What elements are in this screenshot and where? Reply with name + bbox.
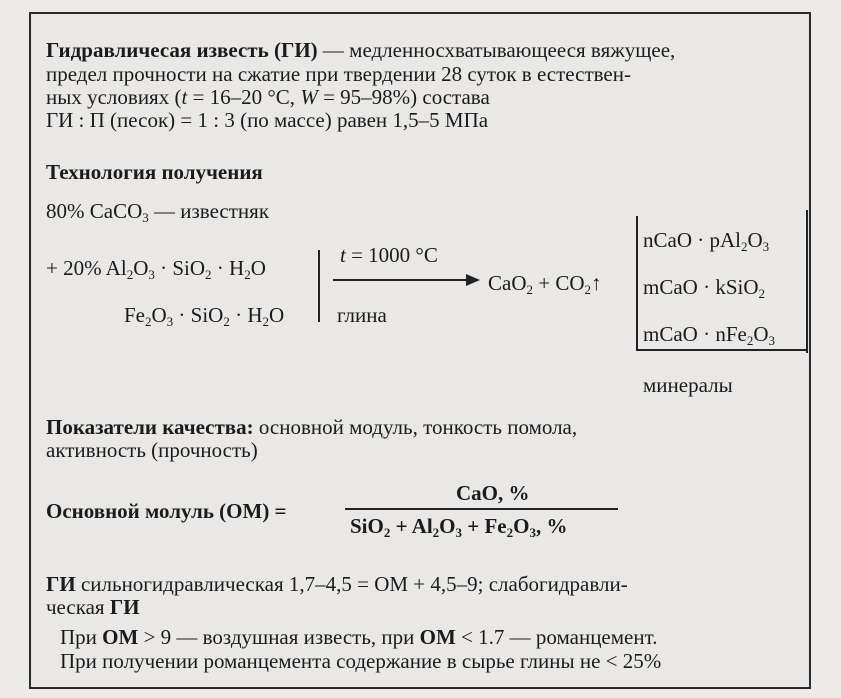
clay-line-2 — [124, 303, 284, 327]
reaction-arrow-icon — [466, 274, 480, 286]
den-c: O — [439, 514, 456, 538]
intro-line-1-rest: — медленносхватывающееся вяжущее, — [317, 38, 676, 62]
clay1-e: O — [250, 256, 266, 280]
product-c: ↑ — [591, 271, 602, 295]
gi-abbr-2: ГИ — [109, 595, 140, 619]
intro-line-3 — [46, 85, 490, 109]
reaction-condition — [340, 243, 438, 267]
product-s2: 2 — [584, 282, 592, 297]
clay2-a: Fe — [124, 303, 145, 327]
quality-line-2: активность (прочность) — [46, 438, 258, 462]
fraction-bar — [345, 508, 618, 510]
intro-line-2: предел прочности на сжатие при твердении 28 суток в естествен- — [46, 62, 631, 86]
clay1-a: + 20% Al — [46, 256, 127, 280]
classification-line-3 — [60, 625, 657, 649]
module-label: Основной молуль (ОМ) = — [46, 499, 287, 523]
clay-label: глина — [337, 303, 387, 327]
mineral1-s2: 3 — [762, 239, 770, 254]
mineral3-s1: 2 — [746, 333, 754, 348]
intro-line-3-a: ных условиях ( — [46, 85, 182, 109]
mineral1-a: nCaO · pAl — [643, 228, 741, 252]
module-numerator: CaO, % — [456, 481, 530, 505]
den-s5: 3 — [529, 525, 536, 540]
classification-line-4: При получении романцемента содержание в сырье глины не < 25% — [60, 649, 662, 673]
reaction-products — [488, 271, 602, 295]
mineral3-s2: 3 — [768, 333, 775, 348]
mineral-2 — [643, 275, 765, 299]
clay1-s4: 2 — [244, 267, 251, 282]
clay-line-1 — [46, 256, 266, 280]
condition-var: t — [340, 243, 346, 267]
technology-heading: Технология получения — [46, 160, 263, 184]
mineral-1 — [643, 228, 769, 252]
clay2-s4: 2 — [262, 314, 270, 329]
mineral3-b: O — [753, 322, 769, 346]
clay1-s1: 2 — [126, 267, 134, 282]
den-b: + Al — [390, 514, 433, 538]
clay2-b: O — [151, 303, 167, 327]
om-abbr-2: ОМ — [419, 625, 456, 649]
minerals-label: минералы — [643, 373, 733, 397]
clay2-s2: 3 — [166, 314, 174, 329]
intro-line-3-c: = 95–98%) состава — [317, 85, 490, 109]
den-s2: 2 — [432, 525, 440, 540]
clay2-s1: 2 — [145, 314, 152, 329]
den-d: + Fe — [462, 514, 507, 538]
product-b: + CO — [533, 271, 585, 295]
limestone-sub: 3 — [142, 210, 149, 225]
quality-label: Показатели качества: — [46, 415, 254, 439]
minerals-underline — [636, 349, 806, 351]
clay2-c: · SiO — [173, 303, 224, 327]
mineral2-s1: 2 — [758, 286, 765, 301]
clay1-b: O — [133, 256, 149, 280]
minerals-right-bracket — [806, 210, 808, 353]
den-s1: 2 — [383, 525, 391, 540]
temperature-var: t — [181, 85, 188, 109]
mineral3-a: mCaO · nFe — [643, 322, 747, 346]
classification-line-3-a: При — [60, 625, 103, 649]
clay2-e: O — [269, 303, 285, 327]
intro-line-4: ГИ : П (песок) = 1 : 3 (по массе) равен 1,5–5 МПа — [46, 108, 489, 132]
limestone-name: — известняк — [148, 199, 270, 223]
clay1-s3: 2 — [205, 267, 212, 282]
den-s4: 2 — [506, 525, 514, 540]
classification-line-1 — [46, 572, 628, 596]
om-abbr-1: ОМ — [102, 625, 139, 649]
den-a: SiO — [350, 514, 384, 538]
classification-line-2 — [46, 595, 140, 619]
minerals-left-bracket — [636, 216, 638, 351]
quality-rest: основной модуль, тонкость помола, — [253, 415, 578, 439]
quality-line-1 — [46, 415, 577, 439]
clay1-s2: 3 — [148, 267, 155, 282]
clay2-s3: 2 — [223, 314, 230, 329]
den-s3: 3 — [455, 525, 463, 540]
classification-line-2-a: ческая — [46, 595, 110, 619]
intro-term: Гидравличесая известь (ГИ) — [46, 38, 318, 62]
clay2-d: · H — [229, 303, 263, 327]
condition-value: = 1000 °С — [345, 243, 438, 267]
limestone-line — [46, 199, 269, 223]
clay1-c: · SiO — [154, 256, 206, 280]
den-f: , % — [535, 514, 568, 538]
limestone-formula: 80% CaCO — [46, 199, 143, 223]
den-e: O — [513, 514, 530, 538]
reaction-arrow-shaft — [333, 279, 468, 281]
gi-abbr-1: ГИ — [46, 572, 76, 596]
mineral2-a: mCaO · kSiO — [643, 275, 759, 299]
mineral1-b: O — [747, 228, 763, 252]
classification-line-3-b: > 9 — воздушная известь, при — [138, 625, 420, 649]
mineral1-s1: 2 — [741, 239, 748, 254]
clay1-d: · H — [211, 256, 245, 280]
classification-line-3-c: < 1.7 — романцемент. — [455, 625, 658, 649]
humidity-var: W — [300, 85, 318, 109]
classification-line-1-rest: сильногидравлическая 1,7–4,5 = ОМ + 4,5–9; слабогидравли- — [75, 572, 628, 596]
product-s1: 2 — [526, 282, 533, 297]
product-a: CaO — [488, 271, 527, 295]
clay-bracket — [318, 250, 320, 322]
mineral-3 — [643, 322, 775, 346]
intro-line-3-b: = 16–20 °С, — [187, 85, 301, 109]
module-denominator — [350, 514, 567, 538]
intro-line-1 — [46, 38, 675, 62]
